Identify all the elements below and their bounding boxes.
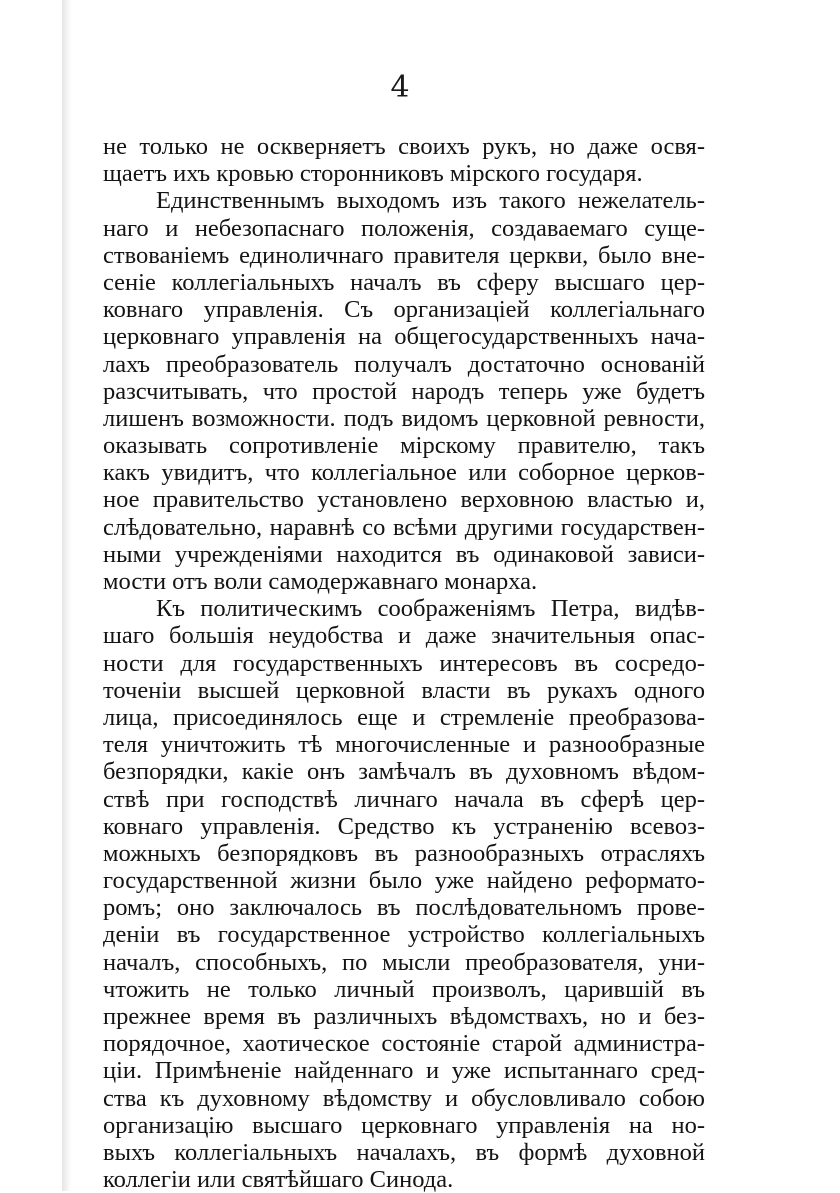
text-line: слѣдовательно, наравнѣ со всѣми другими государствен- (103, 513, 705, 541)
text-line: ствѣ при господствѣ личнаго начала въ сферѣ цер- (103, 785, 705, 813)
text-line: ное правительство установлено верховною властью и, (103, 486, 705, 514)
body-text (103, 133, 705, 1193)
text-line: чтожить не только личный произволъ, царившій въ (103, 975, 705, 1003)
text-line: щаетъ ихъ кровью сторонниковъ мірского государя. (103, 160, 643, 188)
paragraph-start-line: Единственнымъ выходомъ изъ такого нежелатель- (156, 187, 705, 215)
paragraph-start-line: Къ политическимъ соображеніямъ Петра, видѣв- (156, 595, 705, 623)
text-line: ства къ духовному вѣдомству и обусловливало собою (103, 1084, 705, 1112)
text-line: наго и небезопаснаго положенія, создаваемаго суще- (103, 214, 705, 242)
text-line: организацію высшаго церковнаго управленія на но- (103, 1111, 705, 1139)
text-line: выхъ коллегіальныхъ началахъ, въ формѣ духовной (103, 1138, 705, 1166)
text-line: ности для государственныхъ интересовъ въ сосредо- (103, 649, 705, 677)
text-line: можныхъ безпорядковъ въ разнообразныхъ отрасляхъ (103, 839, 705, 867)
text-line: порядочное, хаотическое состояніе старой администра- (103, 1030, 705, 1058)
text-line: безпорядки, какіе онъ замѣчалъ въ духовномъ вѣдом- (103, 758, 705, 786)
text-line: не только не оскверняетъ своихъ рукъ, но даже освя- (103, 133, 705, 160)
text-line: прежнее время въ различныхъ вѣдомствахъ, но и без- (103, 1003, 705, 1030)
text-line: деніи въ государственное устройство коллегіальныхъ (103, 921, 705, 949)
text-line: шаго большія неудобства и даже значительныя опас- (103, 622, 705, 650)
text-line: ствованіемъ единоличнаго правителя церкви, было вне- (103, 241, 705, 269)
text-line: ромъ; оно заключалось въ послѣдовательномъ прове- (103, 894, 705, 922)
text-line: лица, присоединялось еще и стремленіе преобразова- (103, 703, 705, 731)
text-line: сеніе коллегіальныхъ началъ въ сферу высшаго цер- (103, 268, 705, 296)
page-number: 4 (390, 70, 410, 105)
text-line: церковнаго управленія на общегосударственныхъ нача- (103, 323, 705, 351)
text-line: ціи. Примѣненіе найденнаго и уже испытаннаго сред- (103, 1057, 705, 1085)
text-line: началъ, способныхъ, по мысли преобразователя, уни- (103, 948, 705, 976)
text-line: оказывать сопротивленіе мірскому правителю, такъ (103, 432, 705, 460)
text-line: ковнаго управленія. Средство къ устраненію всевоз- (103, 812, 705, 840)
text-line: государственной жизни было уже найдено реформато- (103, 867, 705, 895)
text-line: ковнаго управленія. Съ организаціей коллегіальнаго (103, 296, 705, 324)
text-line: мости отъ воли самодержавнаго монарха. (103, 568, 538, 595)
text-line: теля уничтожить тѣ многочисленные и разнообразные (103, 731, 705, 759)
text-line: лишенъ возможности. подъ видомъ церковной ревности, (103, 404, 705, 432)
text-line: разсчитывать, что простой народъ теперь уже будетъ (103, 377, 705, 405)
text-line: коллегіи или святѣйшаго Синода. (103, 1166, 454, 1193)
page-edge-shadow (62, 0, 72, 1191)
text-line: лахъ преобразователь получалъ достаточно основаній (103, 350, 705, 378)
text-line: какъ увидитъ, что коллегіальное или соборное церков- (103, 459, 705, 487)
text-line: точеніи высшей церковной власти въ рукахъ одного (103, 676, 705, 704)
text-line: ными учрежденіями находится въ одинаковой зависи- (103, 540, 705, 568)
